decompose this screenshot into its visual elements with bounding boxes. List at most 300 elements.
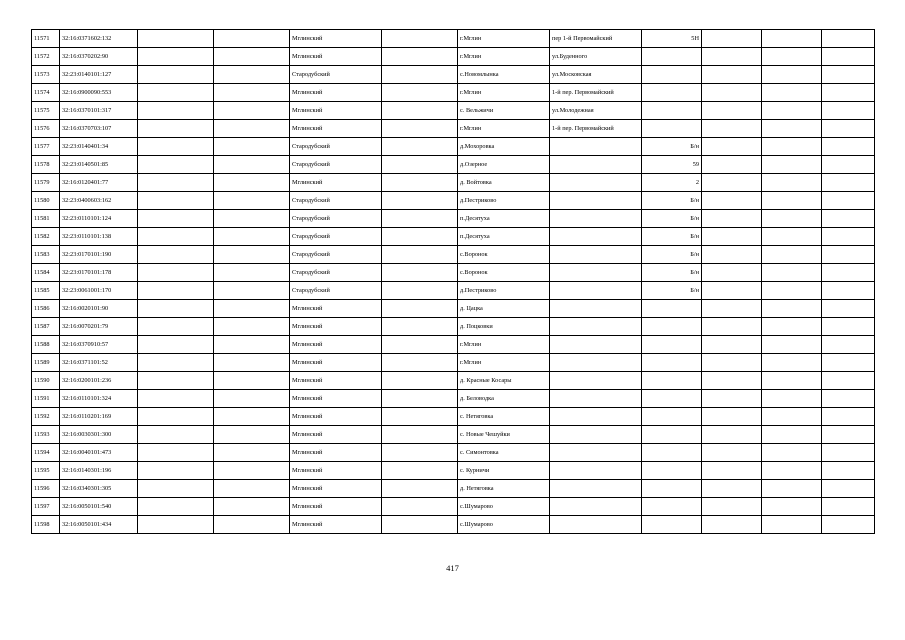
cell-cadastral-number: 32:23:0400603:162 [60, 192, 138, 210]
table-row [32, 174, 875, 192]
document-sheet [31, 29, 875, 534]
cell-empty [138, 66, 214, 84]
cell-empty [138, 174, 214, 192]
cell-street [550, 444, 642, 462]
cell-street [550, 156, 642, 174]
cell-street [550, 228, 642, 246]
cell-empty [138, 318, 214, 336]
cell-cadastral-number: 32:23:0061001:170 [60, 282, 138, 300]
cell-settlement: д. Поцковки [458, 318, 550, 336]
cell-record-number: 11593 [32, 426, 60, 444]
cell-house-number: 5Н [642, 30, 702, 48]
cell-street [550, 336, 642, 354]
cell-empty [822, 174, 875, 192]
cell-empty [214, 480, 290, 498]
cell-empty [822, 498, 875, 516]
cell-empty [138, 246, 214, 264]
cell-empty [822, 246, 875, 264]
cell-empty [214, 498, 290, 516]
cell-settlement: г.Мглин [458, 84, 550, 102]
cell-house-number: Б/н [642, 246, 702, 264]
cell-house-number: Б/н [642, 228, 702, 246]
cell-cadastral-number: 32:23:0110101:138 [60, 228, 138, 246]
cell-empty [382, 480, 458, 498]
cell-empty [822, 426, 875, 444]
cell-settlement: г.Мглин [458, 336, 550, 354]
cell-house-number: Б/н [642, 192, 702, 210]
table-row [32, 354, 875, 372]
cell-street [550, 462, 642, 480]
cell-empty [762, 174, 822, 192]
cell-empty [138, 480, 214, 498]
cell-empty [822, 120, 875, 138]
cell-district: Мглинский [290, 48, 382, 66]
cell-empty [138, 354, 214, 372]
cell-settlement: д.Пестриково [458, 192, 550, 210]
cell-empty [702, 408, 762, 426]
cell-empty [214, 30, 290, 48]
cell-empty [702, 120, 762, 138]
cell-district: Мглинский [290, 336, 382, 354]
cell-cadastral-number: 32:16:0110201:169 [60, 408, 138, 426]
cell-settlement: д. Красные Косары [458, 372, 550, 390]
cell-house-number [642, 300, 702, 318]
cell-record-number: 11584 [32, 264, 60, 282]
cell-empty [822, 102, 875, 120]
cell-empty [214, 462, 290, 480]
cell-record-number: 11597 [32, 498, 60, 516]
cell-empty [214, 426, 290, 444]
cell-empty [762, 102, 822, 120]
cell-empty [702, 48, 762, 66]
cell-empty [762, 282, 822, 300]
cell-house-number [642, 318, 702, 336]
cell-record-number: 11598 [32, 516, 60, 534]
cell-empty [702, 174, 762, 192]
table-row [32, 210, 875, 228]
cell-empty [762, 300, 822, 318]
table-row [32, 30, 875, 48]
cell-district: Мглинский [290, 516, 382, 534]
cell-record-number: 11587 [32, 318, 60, 336]
cell-empty [762, 480, 822, 498]
table-row [32, 84, 875, 102]
cell-settlement: д.Озерное [458, 156, 550, 174]
cell-empty [382, 282, 458, 300]
cell-empty [762, 390, 822, 408]
cell-settlement: п.Десятуха [458, 228, 550, 246]
cell-street [550, 192, 642, 210]
cell-district: Стародубский [290, 138, 382, 156]
cell-district: Мглинский [290, 498, 382, 516]
cell-empty [822, 300, 875, 318]
cell-empty [702, 498, 762, 516]
cell-cadastral-number: 32:16:0370703:107 [60, 120, 138, 138]
cell-empty [382, 264, 458, 282]
cell-empty [138, 120, 214, 138]
cell-district: Стародубский [290, 66, 382, 84]
cell-district: Мглинский [290, 102, 382, 120]
cell-house-number: Б/н [642, 264, 702, 282]
cell-house-number [642, 462, 702, 480]
cell-street [550, 516, 642, 534]
table-row [32, 66, 875, 84]
cell-empty [822, 156, 875, 174]
cell-settlement: с.Шумарово [458, 498, 550, 516]
table-row [32, 192, 875, 210]
table-row [32, 390, 875, 408]
cell-settlement: с. Новые Чешуйки [458, 426, 550, 444]
cell-record-number: 11589 [32, 354, 60, 372]
cell-record-number: 11574 [32, 84, 60, 102]
cell-empty [822, 84, 875, 102]
cell-empty [382, 354, 458, 372]
cell-street [550, 426, 642, 444]
cell-empty [762, 156, 822, 174]
cell-settlement: п.Десятуха [458, 210, 550, 228]
cell-record-number: 11571 [32, 30, 60, 48]
cell-empty [702, 390, 762, 408]
cell-cadastral-number: 32:23:0170101:178 [60, 264, 138, 282]
cell-district: Мглинский [290, 372, 382, 390]
cell-empty [138, 516, 214, 534]
cell-empty [138, 282, 214, 300]
cell-empty [822, 66, 875, 84]
cell-empty [762, 66, 822, 84]
cell-street: пер 1-й Первомайский [550, 30, 642, 48]
cell-record-number: 11583 [32, 246, 60, 264]
cell-house-number [642, 102, 702, 120]
cell-empty [214, 300, 290, 318]
cell-empty [382, 390, 458, 408]
cell-record-number: 11582 [32, 228, 60, 246]
cell-empty [702, 462, 762, 480]
cell-record-number: 11578 [32, 156, 60, 174]
cell-empty [214, 354, 290, 372]
cell-street [550, 210, 642, 228]
cell-empty [214, 228, 290, 246]
cell-district: Мглинский [290, 480, 382, 498]
table-row [32, 336, 875, 354]
cell-record-number: 11576 [32, 120, 60, 138]
cell-settlement: с. Симонтовка [458, 444, 550, 462]
cell-empty [762, 372, 822, 390]
cell-empty [762, 228, 822, 246]
cell-record-number: 11586 [32, 300, 60, 318]
cell-district: Мглинский [290, 444, 382, 462]
cell-house-number [642, 84, 702, 102]
cell-settlement: д. Нетяговка [458, 480, 550, 498]
cell-empty [702, 66, 762, 84]
cell-cadastral-number: 32:16:0370101:317 [60, 102, 138, 120]
cell-street [550, 282, 642, 300]
cell-empty [214, 84, 290, 102]
cell-house-number [642, 372, 702, 390]
cell-empty [214, 390, 290, 408]
cell-record-number: 11580 [32, 192, 60, 210]
cell-empty [822, 390, 875, 408]
cell-district: Мглинский [290, 318, 382, 336]
cell-house-number [642, 498, 702, 516]
cell-empty [138, 264, 214, 282]
cell-empty [382, 372, 458, 390]
cell-empty [822, 138, 875, 156]
cell-empty [138, 498, 214, 516]
cell-record-number: 11585 [32, 282, 60, 300]
cell-empty [762, 192, 822, 210]
cell-street [550, 264, 642, 282]
cell-settlement: г.Мглин [458, 30, 550, 48]
cell-empty [822, 336, 875, 354]
cell-empty [138, 210, 214, 228]
cell-street [550, 354, 642, 372]
cell-empty [382, 210, 458, 228]
cell-empty [702, 228, 762, 246]
cell-empty [822, 318, 875, 336]
cell-empty [138, 444, 214, 462]
cell-settlement: с.Воронок [458, 264, 550, 282]
cell-empty [382, 192, 458, 210]
cell-empty [702, 30, 762, 48]
cell-record-number: 11577 [32, 138, 60, 156]
cell-house-number [642, 354, 702, 372]
cell-empty [762, 516, 822, 534]
cell-empty [138, 156, 214, 174]
cell-cadastral-number: 32:16:0040101:473 [60, 444, 138, 462]
cell-empty [702, 210, 762, 228]
cell-empty [214, 192, 290, 210]
cell-record-number: 11573 [32, 66, 60, 84]
cell-empty [822, 228, 875, 246]
cell-settlement: с.Новомлынка [458, 66, 550, 84]
cell-empty [762, 444, 822, 462]
cell-empty [214, 138, 290, 156]
cell-empty [214, 48, 290, 66]
cell-empty [702, 192, 762, 210]
cell-cadastral-number: 32:16:0140301:196 [60, 462, 138, 480]
cell-empty [702, 480, 762, 498]
cell-record-number: 11591 [32, 390, 60, 408]
cell-cadastral-number: 32:16:0340301:305 [60, 480, 138, 498]
cell-district: Стародубский [290, 282, 382, 300]
cell-empty [702, 444, 762, 462]
table-row [32, 282, 875, 300]
cell-district: Мглинский [290, 462, 382, 480]
cell-district: Стародубский [290, 228, 382, 246]
cell-record-number: 11581 [32, 210, 60, 228]
cell-house-number [642, 426, 702, 444]
cell-empty [214, 444, 290, 462]
cell-street: ул.Молодежная [550, 102, 642, 120]
cell-empty [214, 246, 290, 264]
cell-empty [702, 264, 762, 282]
cell-house-number: Б/н [642, 282, 702, 300]
cell-cadastral-number: 32:16:0200101:236 [60, 372, 138, 390]
cell-cadastral-number: 32:16:0900090:553 [60, 84, 138, 102]
cell-empty [762, 264, 822, 282]
cell-house-number [642, 48, 702, 66]
registry-table [31, 29, 875, 534]
cell-empty [214, 408, 290, 426]
cell-empty [702, 372, 762, 390]
cell-street: ул.Московская [550, 66, 642, 84]
cell-empty [138, 102, 214, 120]
cell-empty [762, 498, 822, 516]
cell-street [550, 498, 642, 516]
cell-cadastral-number: 32:16:0020101:90 [60, 300, 138, 318]
cell-empty [214, 102, 290, 120]
cell-empty [762, 210, 822, 228]
cell-street [550, 246, 642, 264]
cell-empty [138, 462, 214, 480]
cell-settlement: д.Пестриково [458, 282, 550, 300]
cell-house-number [642, 444, 702, 462]
table-row [32, 444, 875, 462]
cell-empty [822, 30, 875, 48]
cell-empty [702, 354, 762, 372]
cell-empty [138, 372, 214, 390]
cell-empty [822, 480, 875, 498]
cell-settlement: с. Курничи [458, 462, 550, 480]
cell-empty [382, 246, 458, 264]
cell-house-number: 2 [642, 174, 702, 192]
cell-house-number: Б/н [642, 210, 702, 228]
cell-street: 1-й пер. Первомайский [550, 120, 642, 138]
cell-empty [382, 498, 458, 516]
cell-empty [138, 426, 214, 444]
cell-empty [382, 336, 458, 354]
cell-record-number: 11588 [32, 336, 60, 354]
cell-empty [382, 300, 458, 318]
cell-empty [138, 300, 214, 318]
cell-settlement: д.Мохоровка [458, 138, 550, 156]
table-row [32, 462, 875, 480]
cell-settlement: с.Воронок [458, 246, 550, 264]
cell-empty [822, 462, 875, 480]
cell-record-number: 11595 [32, 462, 60, 480]
cell-empty [762, 462, 822, 480]
cell-empty [138, 408, 214, 426]
cell-district: Мглинский [290, 426, 382, 444]
cell-district: Мглинский [290, 354, 382, 372]
cell-empty [702, 138, 762, 156]
cell-street [550, 480, 642, 498]
table-row [32, 264, 875, 282]
cell-district: Мглинский [290, 390, 382, 408]
cell-empty [214, 66, 290, 84]
cell-district: Стародубский [290, 156, 382, 174]
cell-empty [382, 516, 458, 534]
cell-empty [214, 372, 290, 390]
cell-empty [382, 408, 458, 426]
cell-empty [382, 138, 458, 156]
cell-street [550, 138, 642, 156]
cell-empty [702, 516, 762, 534]
cell-empty [382, 120, 458, 138]
cell-empty [762, 408, 822, 426]
cell-record-number: 11596 [32, 480, 60, 498]
cell-record-number: 11590 [32, 372, 60, 390]
cell-empty [762, 246, 822, 264]
cell-house-number [642, 480, 702, 498]
cell-street [550, 408, 642, 426]
cell-district: Стародубский [290, 210, 382, 228]
table-row [32, 228, 875, 246]
cell-empty [214, 120, 290, 138]
cell-house-number [642, 516, 702, 534]
cell-empty [214, 516, 290, 534]
cell-settlement: д. Цацка [458, 300, 550, 318]
cell-cadastral-number: 32:16:0050101:540 [60, 498, 138, 516]
cell-district: Мглинский [290, 408, 382, 426]
cell-empty [702, 102, 762, 120]
table-row [32, 426, 875, 444]
cell-empty [138, 84, 214, 102]
table-row [32, 48, 875, 66]
cell-street [550, 390, 642, 408]
cell-empty [822, 210, 875, 228]
table-row [32, 372, 875, 390]
cell-house-number [642, 390, 702, 408]
cell-empty [138, 30, 214, 48]
cell-empty [822, 516, 875, 534]
cell-empty [762, 336, 822, 354]
cell-empty [762, 318, 822, 336]
cell-empty [702, 318, 762, 336]
table-row [32, 138, 875, 156]
cell-cadastral-number: 32:16:0030301:300 [60, 426, 138, 444]
cell-cadastral-number: 32:16:0120401:77 [60, 174, 138, 192]
cell-cadastral-number: 32:16:0371101:52 [60, 354, 138, 372]
cell-empty [382, 426, 458, 444]
table-row [32, 156, 875, 174]
cell-empty [822, 264, 875, 282]
cell-empty [762, 354, 822, 372]
cell-empty [762, 138, 822, 156]
cell-cadastral-number: 32:23:0140501:85 [60, 156, 138, 174]
cell-empty [214, 264, 290, 282]
table-row [32, 408, 875, 426]
cell-settlement: с.Шумарово [458, 516, 550, 534]
cell-cadastral-number: 32:16:0371602:132 [60, 30, 138, 48]
table-row [32, 120, 875, 138]
table-row [32, 246, 875, 264]
cell-cadastral-number: 32:23:0140401:34 [60, 138, 138, 156]
cell-district: Мглинский [290, 120, 382, 138]
cell-house-number [642, 408, 702, 426]
cell-empty [382, 102, 458, 120]
cell-empty [138, 138, 214, 156]
cell-empty [382, 30, 458, 48]
cell-district: Мглинский [290, 300, 382, 318]
cell-cadastral-number: 32:16:0070201:79 [60, 318, 138, 336]
cell-empty [822, 192, 875, 210]
cell-empty [382, 48, 458, 66]
cell-cadastral-number: 32:23:0140101:127 [60, 66, 138, 84]
cell-empty [214, 174, 290, 192]
cell-empty [702, 84, 762, 102]
table-row [32, 300, 875, 318]
cell-empty [138, 336, 214, 354]
cell-settlement: с. Нетяговка [458, 408, 550, 426]
table-body [32, 30, 875, 534]
cell-house-number [642, 336, 702, 354]
cell-settlement: д. Войтовка [458, 174, 550, 192]
cell-empty [382, 462, 458, 480]
cell-record-number: 11572 [32, 48, 60, 66]
cell-cadastral-number: 32:16:0110101:324 [60, 390, 138, 408]
cell-empty [382, 66, 458, 84]
